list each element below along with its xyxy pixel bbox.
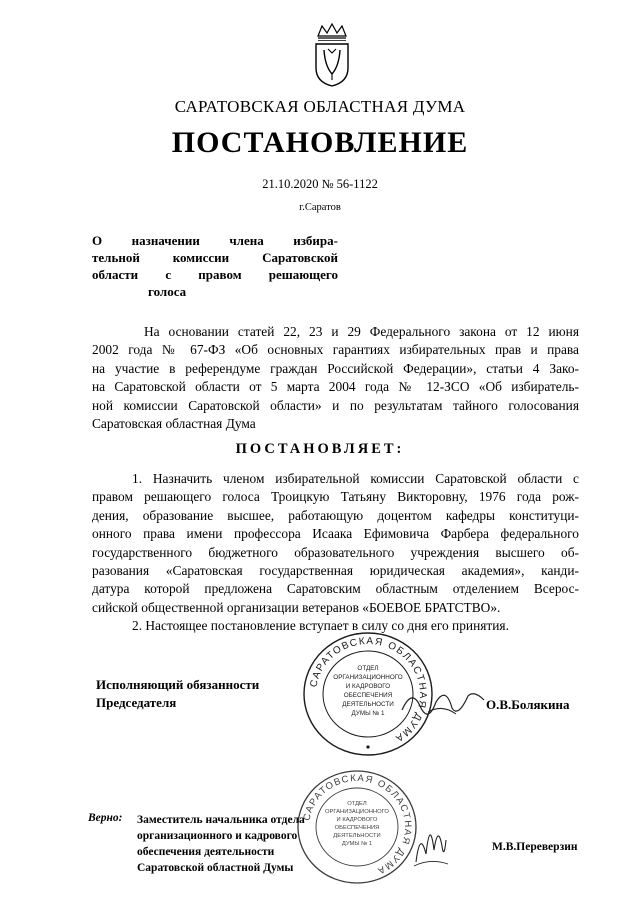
signature-scribble [410, 810, 450, 870]
decree-items [92, 470, 579, 636]
stamp-center-line: ОТДЕЛ [357, 665, 379, 672]
signer-title [96, 676, 259, 712]
certification-line: Саратовской областной Думы [137, 862, 294, 874]
certification-line: Заместитель начальника отдела [137, 814, 305, 826]
signer-name: О.В.Болякина [486, 697, 570, 712]
certification-line: организационного и кадрового [137, 830, 298, 842]
stamp-center-line: ДЕЯТЕЛЬНОСТИ [333, 833, 381, 839]
document-subject [92, 232, 338, 300]
certification-line: обеспечения деятельности [137, 846, 275, 858]
stamp-center-line: И КАДРОВОГО [336, 817, 378, 823]
decree-heading: ПОСТАНОВЛЯЕТ: [235, 441, 405, 457]
stamp-center-line: ДУМЫ № 1 [341, 841, 373, 847]
stamp-ring-text: САРАТОВСКАЯ ОБЛАСТНАЯ ДУМА [308, 635, 429, 745]
organization-name: САРАТОВСКАЯ ОБЛАСТНАЯ ДУМА [174, 97, 466, 116]
signature-scribble [398, 682, 488, 722]
preamble-line: На основании статей 22, 23 и 29 Федерального закона от 12 июня [144, 324, 579, 339]
signer-title-line: Председателя [96, 695, 177, 710]
subject-line: О назначении члена избира- [92, 233, 338, 248]
item-line: государственного бюджетного образовательного учреждения высшего об- [92, 544, 579, 560]
certification-label: Верно: [88, 812, 123, 824]
subject-line: голоса [148, 284, 187, 299]
stamp-center-line: И КАДРОВОГО [345, 683, 391, 690]
item-line: сийской общественной организации ветеранов «БОЕВОЕ БРАТСТВО». [92, 599, 501, 615]
preamble-paragraph [92, 323, 579, 433]
stamp-center-line: ДЕЯТЕЛЬНОСТИ [342, 701, 394, 708]
coat-of-arms-icon [310, 22, 354, 88]
item-line: разования «Саратовская государственная юридическая академия», канди- [92, 563, 579, 579]
subject-line: области с правом решающего [92, 267, 338, 282]
preamble-line: 2002 года № 67-ФЗ «Об основных гарантиях избирательных прав и права [92, 342, 579, 358]
stamp-center-line: ОБЕСПЕЧЕНИЯ [334, 825, 380, 831]
stamp-ring-text: САРАТОВСКАЯ ОБЛАСТНАЯ ДУМА [301, 772, 414, 877]
preamble-line: на Саратовской области от 5 марта 2004 года № 12-ЗСО «Об избиратель- [92, 379, 579, 395]
item-line: 1. Назначить членом избирательной комиссии Саратовской области с [132, 471, 579, 486]
subject-line: тельной комиссии Саратовской [92, 250, 338, 265]
item-line: правом решающего голоса Троицкую Татьяну Викторовну, 1976 года рож- [92, 489, 579, 505]
stamp-center-line: ОТДЕЛ [347, 801, 367, 807]
document-date-number: 21.10.2020 № 56-1122 [262, 177, 378, 191]
item-line: онного права имени профессора Исаака Ефимовича Фарбера федерального [92, 526, 579, 542]
document-city: г.Саратов [299, 202, 341, 213]
item-line: дения, образование высшее, работающую доцентом кафедры конституци- [92, 507, 579, 523]
preamble-line: ной комиссии Саратовской области» и по результатам тайного голосования [92, 397, 579, 413]
stamp-center-line: ОРГАНИЗАЦИОННОГО [325, 809, 389, 815]
preamble-line: Саратовская областная Дума [92, 416, 256, 432]
item-line: 2. Настоящее постановление вступает в силу со дня его принятия. [132, 618, 509, 634]
stamp-center-line: ОБЕСПЕЧЕНИЯ [343, 692, 393, 699]
official-stamp [294, 768, 420, 886]
certifier-name: М.В.Переверзин [492, 841, 578, 853]
item-line: датура которой предложена Саратовским областным отделением Всерос- [92, 581, 579, 597]
stamp-center-line: ОРГАНИЗАЦИОННОГО [333, 674, 403, 681]
preamble-line: на участие в референдуме граждан Российской Федерации», статьи 4 Зако- [92, 360, 579, 376]
certification-position [137, 812, 305, 876]
stamp-center-line: ДУМЫ № 1 [351, 710, 385, 717]
document-type-title: ПОСТАНОВЛЕНИЕ [171, 126, 469, 159]
signer-title-line: Исполняющий обязанности [96, 677, 260, 692]
